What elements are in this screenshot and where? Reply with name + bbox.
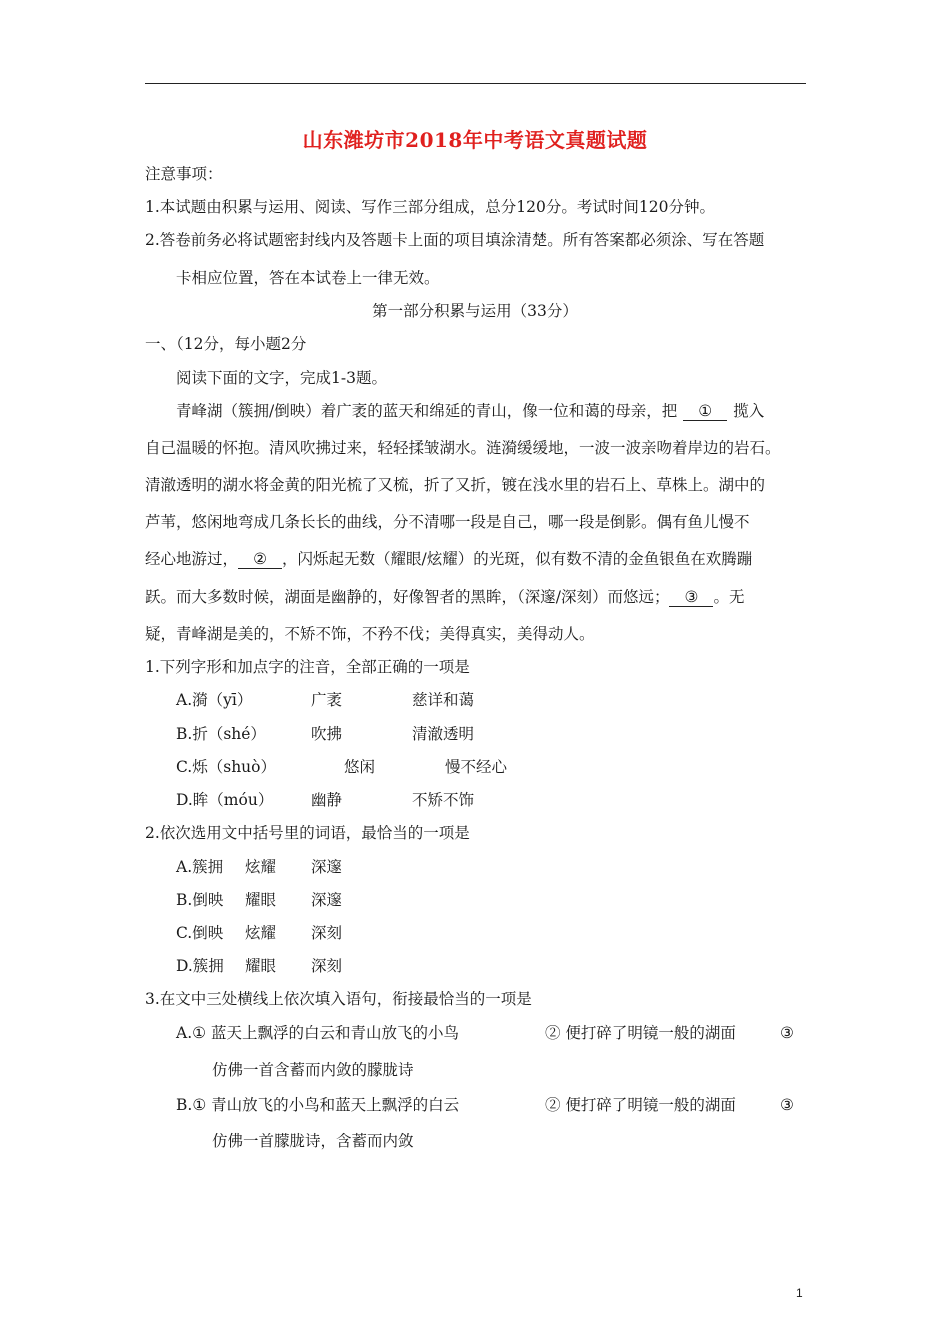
q2-option-b-word2: 耀眼	[245, 891, 277, 909]
question-2-stem: 2.依次选用文中括号里的词语，最恰当的一项是	[145, 824, 470, 842]
q1-option-d-phrase: 不矫不饰	[412, 791, 475, 809]
q2-option-d-word2: 耀眼	[245, 957, 277, 975]
q2-option-d: D.簇拥	[176, 957, 224, 975]
q3-option-b-part2: ② 便打碎了明镜一般的湖面	[545, 1096, 736, 1114]
q3-option-a-part2: ② 便打碎了明镜一般的湖面	[545, 1024, 736, 1042]
notice-item-2-cont: 卡相应位置，答在本试卷上一律无效。	[176, 269, 440, 287]
passage-text: 经心地游过，	[145, 550, 239, 568]
q3-option-a-part1: A.① 蓝天上飘浮的白云和青山放飞的小鸟	[176, 1024, 459, 1042]
q3-option-b-part3: ③	[780, 1096, 794, 1114]
q1-option-c: C.烁（shuò）	[176, 758, 276, 776]
q3-option-a-part3: ③	[780, 1024, 794, 1042]
question-3-stem: 3.在文中三处横线上依次填入语句，衔接最恰当的一项是	[145, 990, 532, 1008]
notice-item-1: 1.本试题由积累与运用、阅读、写作三部分组成，总分120分。考试时间120分钟。	[145, 198, 715, 216]
q1-option-a-phrase: 慈详和蔼	[412, 691, 475, 709]
document-title: 山东潍坊市2018年中考语文真题试题	[302, 128, 648, 152]
q2-option-b-word3: 深邃	[311, 891, 343, 909]
section1-heading: 一、（12分，每小题2分	[145, 335, 307, 353]
instruction: 阅读下面的文字，完成1-3题。	[176, 369, 387, 387]
q1-option-a: A.漪（yī）	[176, 691, 253, 709]
blank-2: ②	[238, 551, 282, 569]
blank-1: ①	[683, 403, 727, 421]
passage-text: 。无	[713, 588, 745, 606]
passage-line-3: 清澈透明的湖水将金黄的阳光梳了又梳，折了又折，镀在浅水里的岩石上、草株上。湖中的	[145, 476, 766, 494]
q1-option-d: D.眸（móu）	[176, 791, 274, 809]
passage-text: 跃。而大多数时候，湖面是幽静的，好像智者的黑眸，（深邃/深刻）而悠远；	[145, 588, 670, 606]
q1-option-b-phrase: 清澈透明	[412, 725, 475, 743]
q1-option-d-word: 幽静	[311, 791, 343, 809]
passage-line-7: 疑，青峰湖是美的，不矫不饰，不矜不伐；美得真实，美得动人。	[145, 625, 595, 643]
passage-line-2: 自己温暖的怀抱。清风吹拂过来，轻轻揉皱湖水。涟漪缓缓地，一波一波亲吻着岸边的岩石。	[145, 439, 781, 457]
question-1-stem: 1.下列字形和加点字的注音，全部正确的一项是	[145, 658, 470, 676]
q1-option-a-word: 广袤	[311, 691, 343, 709]
q3-option-b-part1: B.① 青山放飞的小鸟和蓝天上飘浮的白云	[176, 1096, 460, 1114]
passage-line-1	[176, 401, 764, 421]
q1-option-c-phrase: 慢不经心	[445, 758, 508, 776]
q2-option-c: C.倒映	[176, 924, 224, 942]
q3-option-b-part3-text: 仿佛一首朦胧诗，含蓄而内敛	[212, 1132, 414, 1150]
passage-text: 青峰湖（簇拥/倒映）着广袤的蓝天和绵延的青山，像一位和蔼的母亲，把	[176, 402, 678, 420]
notice-item-2: 2.答卷前务必将试题密封线内及答题卡上面的项目填涂清楚。所有答案都必须涂、写在答题	[145, 231, 765, 249]
q3-option-a-part3-text: 仿佛一首含蓄而内敛的朦胧诗	[212, 1061, 414, 1079]
q2-option-b: B.倒映	[176, 891, 224, 909]
q1-option-c-word: 悠闲	[344, 758, 376, 776]
q2-option-c-word3: 深刻	[311, 924, 343, 942]
passage-text: ，闪烁起无数（耀眼/炫耀）的光斑，似有数不清的金鱼银鱼在欢腾蹦	[282, 550, 753, 568]
q1-option-b: B.折（shé）	[176, 725, 266, 743]
passage-line-6	[145, 587, 745, 607]
passage-text: 揽入	[733, 402, 765, 420]
notice-heading: 注意事项：	[145, 165, 223, 183]
header-rule	[145, 83, 806, 84]
q2-option-d-word3: 深刻	[311, 957, 343, 975]
q2-option-a: A.簇拥	[176, 858, 224, 876]
page-number: 1	[796, 1286, 803, 1300]
q1-option-b-word: 吹拂	[311, 725, 343, 743]
blank-3: ③	[669, 589, 713, 607]
q2-option-a-word2: 炫耀	[245, 858, 277, 876]
part1-heading: 第一部分积累与运用（33分）	[372, 302, 578, 320]
q2-option-a-word3: 深邃	[311, 858, 343, 876]
passage-line-4: 芦苇，悠闲地弯成几条长长的曲线，分不清哪一段是自己，哪一段是倒影。偶有鱼儿慢不	[145, 513, 750, 531]
passage-line-5	[145, 549, 752, 569]
q2-option-c-word2: 炫耀	[245, 924, 277, 942]
